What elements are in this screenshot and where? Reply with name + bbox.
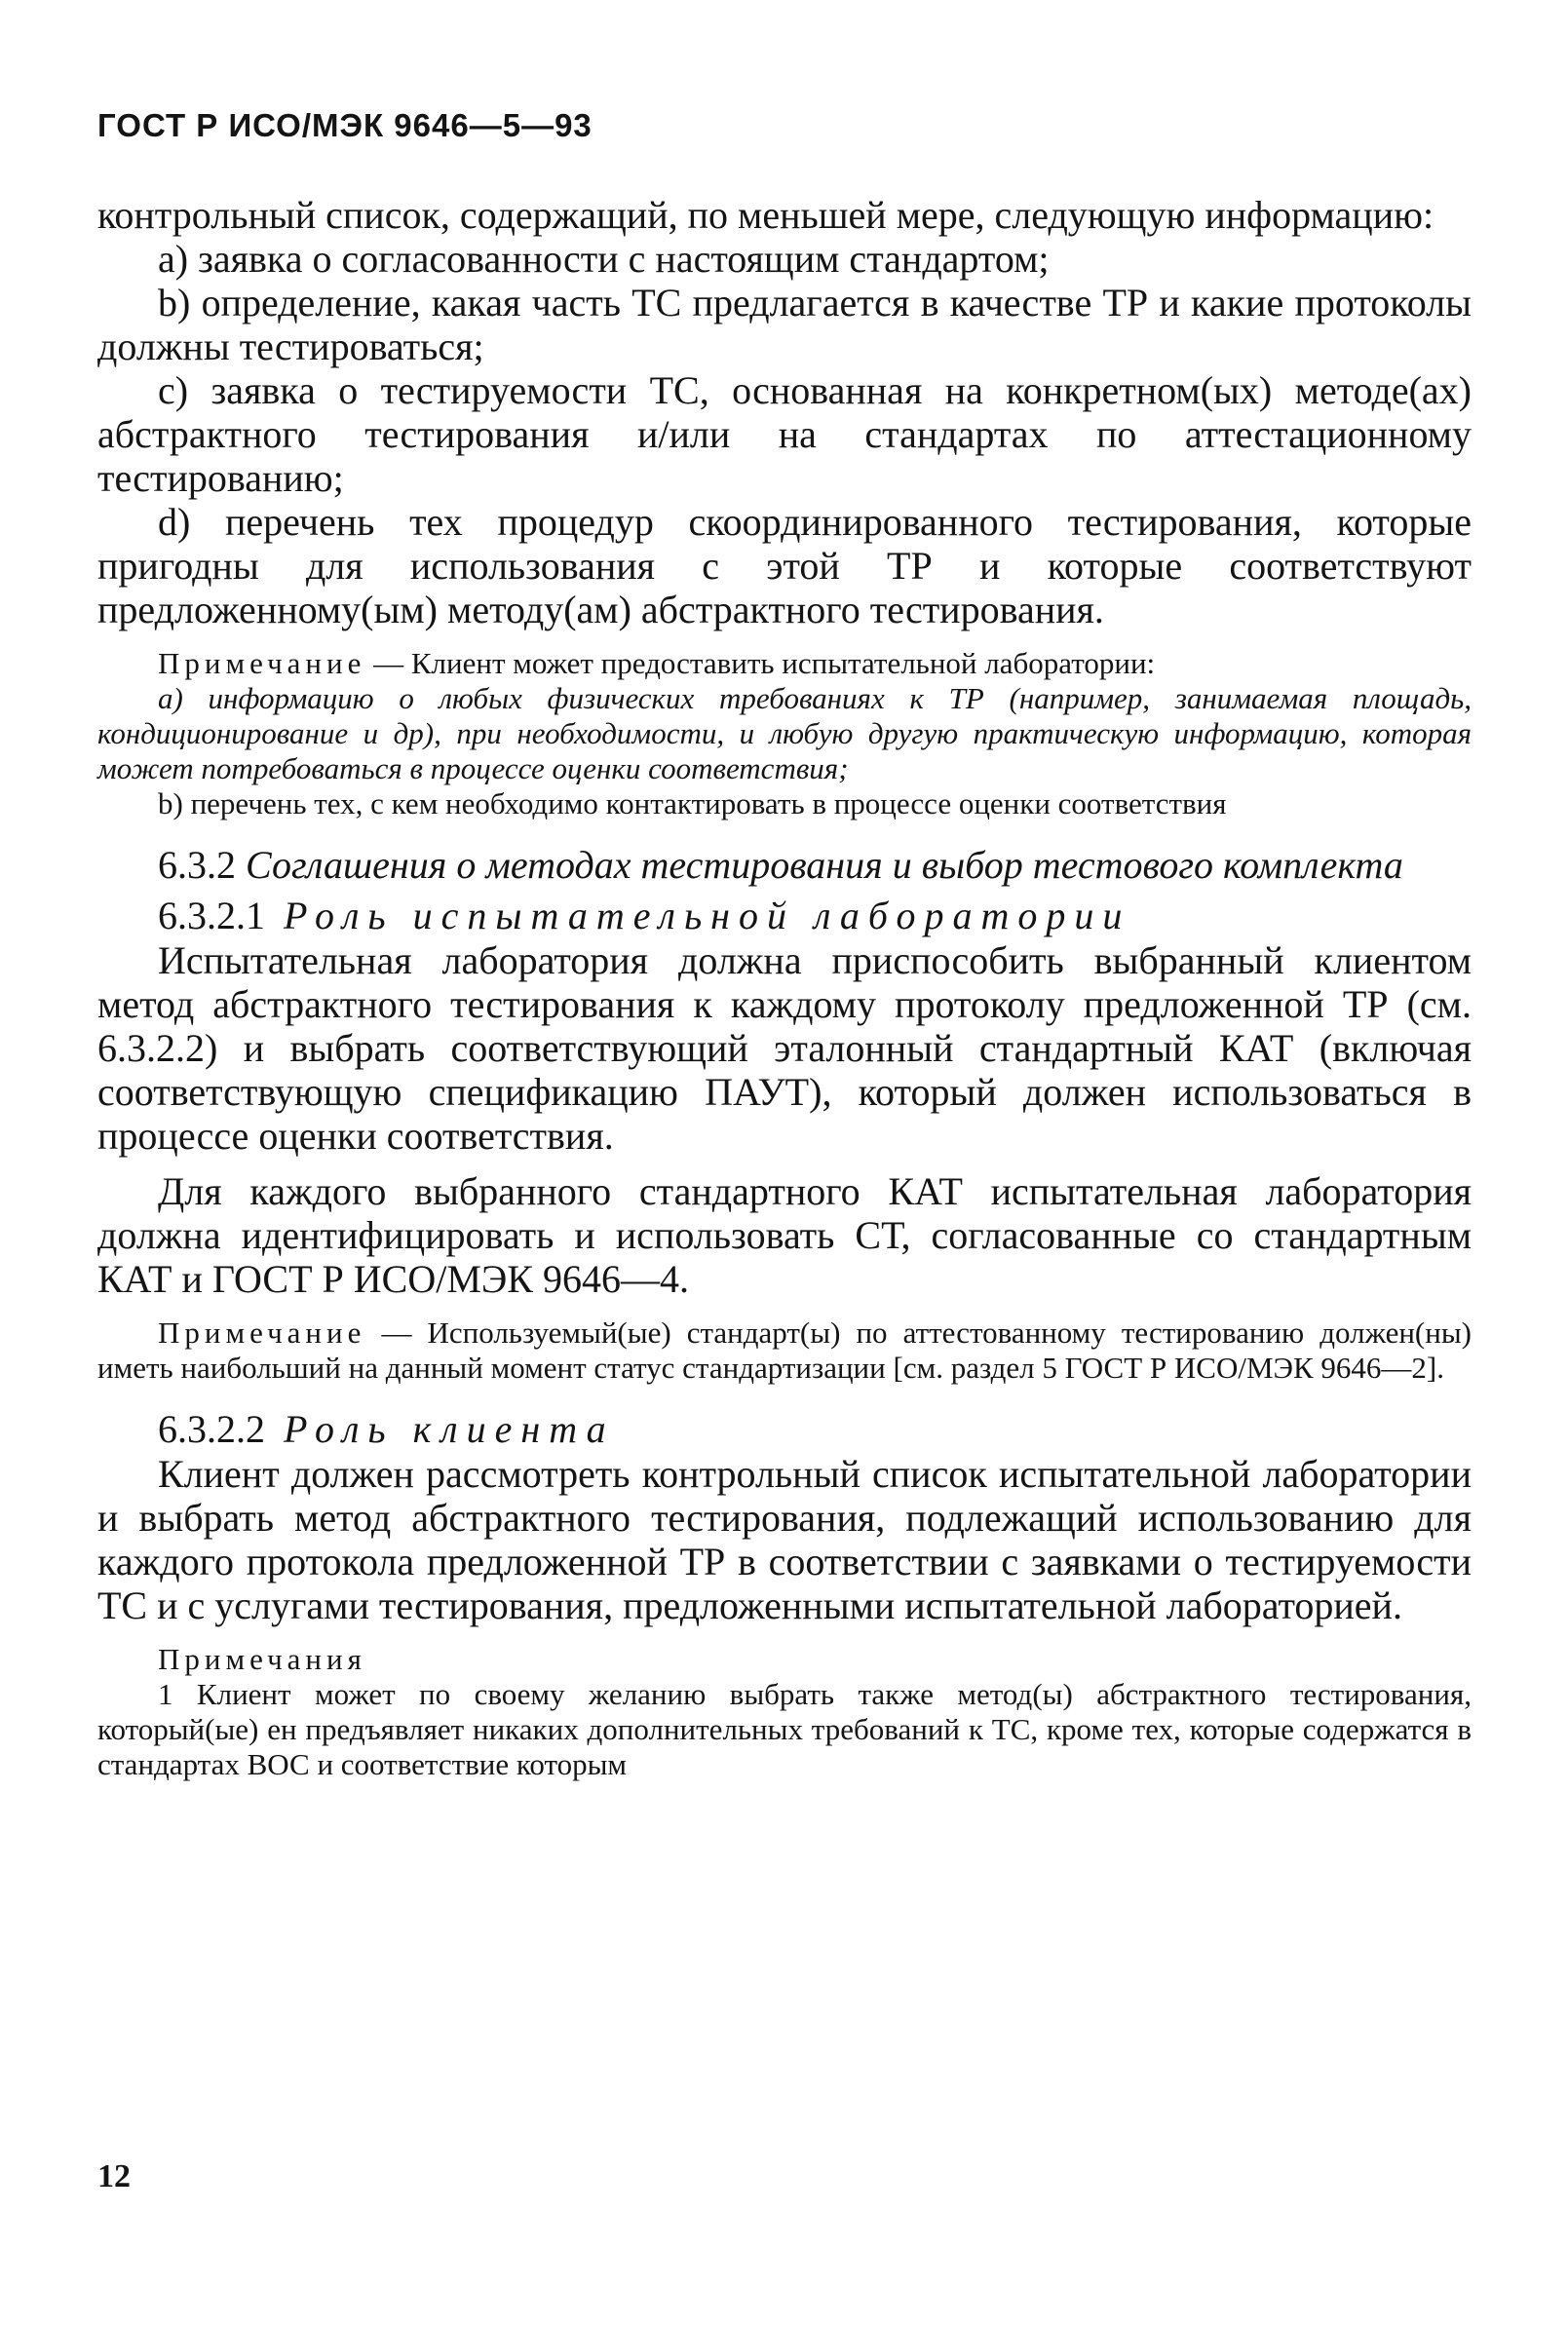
note-1-item-a [97,681,1472,786]
section-6-3-2-heading [97,843,1472,888]
note-2 [97,1316,1472,1386]
paragraph-6-3-2-1-b: Для каждого выбранного стандартного КАТ испытательная лаборатория должна идентифицировать и использовать СТ, согласованные со стандартным КАТ и ГОСТ Р ИСО/МЭК 9646—4. [97,1169,1472,1301]
document-header: ГОСТ Р ИСО/МЭК 9646—5—93 [97,107,593,143]
document-page [97,107,1472,1802]
note-1-label: Примечание [158,646,366,680]
note-3-label-line [97,1642,1472,1677]
list-item-a: a) заявка о согласованности с настоящим стандартом; [158,237,1050,281]
section-6-3-2-1-title: Роль испытательной лаборатории [265,894,1131,937]
section-6-3-2-title: Соглашения о методах тестирования и выбор тестового комплекта [236,843,1403,887]
note-1-item-b: b) перечень тех, с кем необходимо контактировать в процессе оценки соответствия [158,786,1227,820]
section-6-3-2-number: 6.3.2 [158,843,236,887]
note-1-intro [97,646,1472,681]
note-3 [97,1642,1472,1782]
note-2-label: Примечание [158,1316,366,1350]
note-3-label: Примечания [158,1642,366,1676]
section-6-3-2-2-heading [97,1407,1472,1452]
section-6-3-2-1-heading [97,894,1472,938]
section-6-3-2-1-number: 6.3.2.1 [158,894,265,937]
note-2-text: — Используемый(ые) стандарт(ы) по аттестованному тестированию должен(ны) иметь наибольший на данный момент статус стандартизации [см. раздел 5 ГОСТ Р ИСО/МЭК 9646—2]. [97,1316,1472,1385]
list-item-d: d) перечень тех процедур скоординированного тестирования, которые пригодны для использования с этой ТР и которые соответствуют предложенному(ым) методу(ам) абстрактного тестирования. [97,500,1472,631]
note-1-text: — Клиент может предоставить испытательной лаборатории: [365,646,1156,680]
note-1 [97,646,1472,821]
paragraph-6-3-2-2: Клиент должен рассмотреть контрольный список испытательной лаборатории и выбрать метод абстрактного тестирования, подлежащий использованию для каждого протокола предложенной ТР в соответствии с заявками о тестируемости ТС и с услугами тестирования, предложенными испытательной лабораторией. [97,1452,1472,1627]
note-2-text-line [97,1316,1472,1386]
section-6-3-2-2-title: Роль клиента [265,1407,615,1451]
section-6-3-2-2-number: 6.3.2.2 [158,1407,265,1451]
list-item-c: c) заявка о тестируемости ТС, основанная на конкретном(ых) методе(ах) абстрактного тестирования и/или на стандартах по аттестационному тестированию; [97,368,1472,500]
note-1-item-a-text: a) информацию о любых физических требованиях к ТР (например, занимаемая площадь, кондиционирование и др), при необходимости, и любую другую практическую информацию, которая может потребоваться в процессе оценки соответствия; [97,681,1472,785]
page-number: 12 [97,2158,131,2194]
intro-paragraph: контрольный список, содержащий, по меньшей мере, следующую информацию: [97,193,1434,237]
note-3-item-1: 1 Клиент может по своему желанию выбрать также метод(ы) абстрактного тестирования, который(ые) ен предъявляет никаких дополнительных требований к ТС, кроме тех, которые содержатся в стандартах ВОС и соответствие которым [97,1677,1472,1781]
paragraph-6-3-2-1-a: Испытательная лаборатория должна приспособить выбранный клиентом метод абстрактного тестирования к каждому протоколу предложенной ТР (см. 6.3.2.2) и выбрать соответствующий эталонный стандартный КАТ (включая соответствующую спецификацию ПАУТ), который должен использоваться в процессе оценки соответствия. [97,938,1472,1158]
list-item-b: b) определение, какая часть ТС предлагается в качестве ТР и какие протоколы должны тестироваться; [97,281,1472,368]
